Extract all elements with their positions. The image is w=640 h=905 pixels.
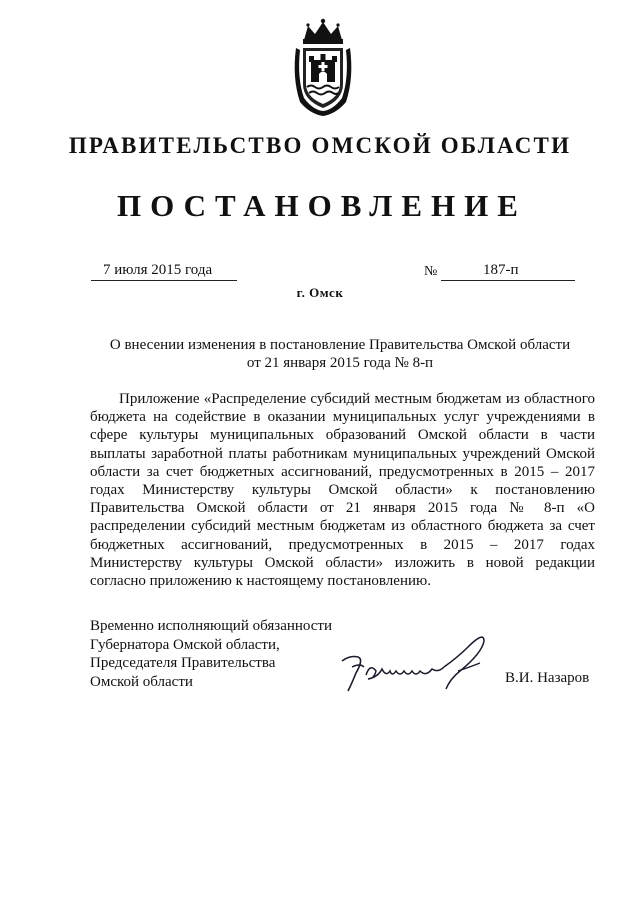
government-title: ПРАВИТЕЛЬСТВО ОМСКОЙ ОБЛАСТИ [68, 133, 572, 158]
body-paragraph: Приложение «Распределение субсидий местным бюджетам из областного бюджета на содействие в оказании муниципальных услуг учреждениями в сфере культуры муниципальных образований Омской области в части выплаты заработной платы работникам муниципальных учреждений Омской области за счет бюджетных ассигнований, предусмотренных в 2015 – 2017 годах Министерству культуры Омской области» к постановлению Правительства Омской области от 21 января 2015 года № 8-п «О распределении субсидий местным бюджетам из областного бюджета за счет бюджетных ассигнований, предусмотренных в 2015 – 2017 годах Министерству культуры Омской области» изложить в новой редакции согласно приложению к настоящему постановлению. [90, 391, 595, 590]
document-subject [90, 336, 590, 372]
signer-title-line: Временно исполняющий обязанности [90, 618, 333, 634]
document-date: 7 июля 2015 года [103, 262, 213, 278]
signer-title-line: Омской области [90, 673, 193, 690]
document-number-field [441, 262, 575, 281]
document-number: 187-п [483, 262, 519, 278]
signer-position [90, 617, 360, 691]
omsk-coat-of-arms-icon [290, 18, 356, 118]
city-label: г. Омск [296, 285, 344, 300]
signer-name: В.И. Назаров [505, 670, 590, 686]
handwritten-signature-icon [334, 627, 494, 695]
subject-line-1: О внесении изменения в постановление Правительства Омской области [109, 337, 571, 353]
document-number-label: № [424, 264, 438, 279]
document-type-title: ПОСТАНОВЛЕНИЕ [117, 188, 527, 223]
signer-title-line: Губернатора Омской области, [90, 636, 280, 653]
subject-line-2: от 21 января 2015 года № 8-п [246, 355, 434, 371]
signer-title-line: Председателя Правительства [90, 655, 276, 671]
document-date-field [91, 262, 237, 281]
